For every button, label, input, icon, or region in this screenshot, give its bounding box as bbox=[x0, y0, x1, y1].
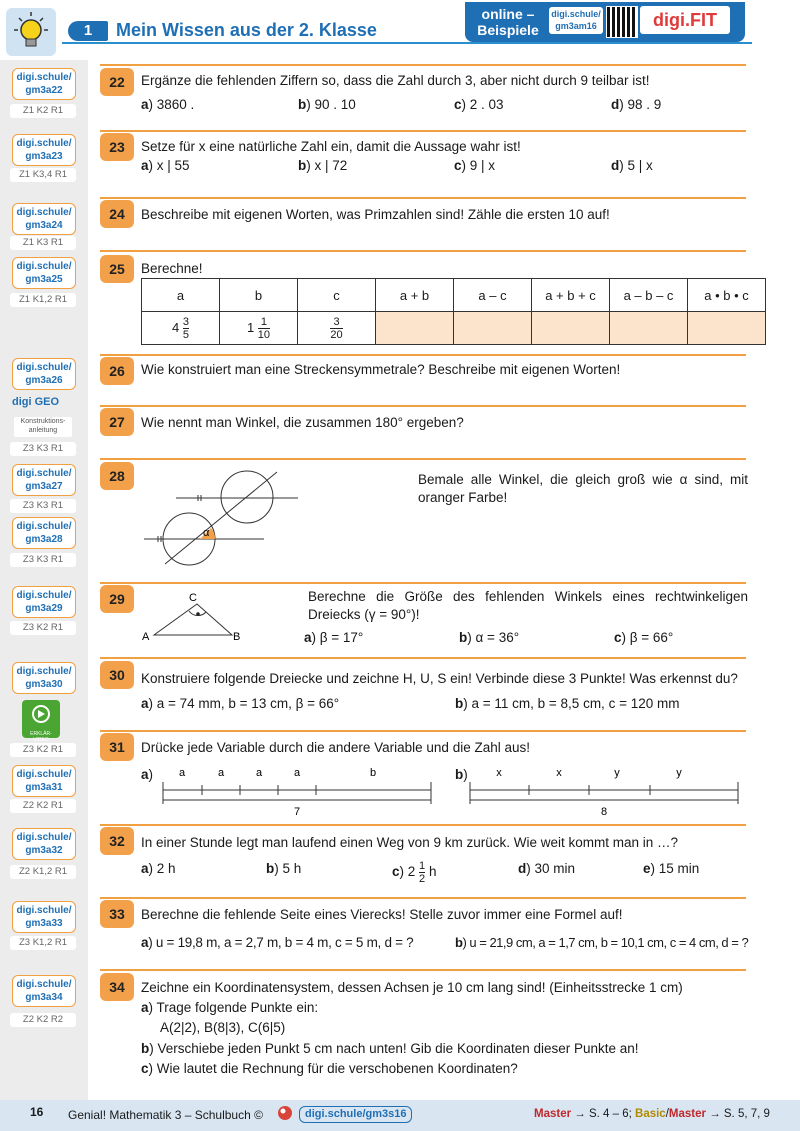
competence-ref-34: Z2 K2 R2 bbox=[10, 1013, 76, 1027]
task-22-item-c: c) 2 . 03 bbox=[454, 97, 504, 112]
task-23-rule bbox=[100, 130, 746, 132]
total-label: 7 bbox=[293, 806, 301, 818]
task-33-rule bbox=[100, 897, 746, 899]
number-line-b bbox=[467, 762, 742, 820]
competence-ref-23: Z1 K3,4 R1 bbox=[10, 168, 76, 182]
table-header: b bbox=[220, 279, 298, 312]
code-link-30[interactable]: digi.schule/ gm3a30 bbox=[12, 662, 76, 694]
segment-label: x bbox=[556, 767, 562, 779]
code-link-26[interactable]: digi.schule/ gm3a26 bbox=[12, 358, 76, 390]
number-line-a bbox=[160, 762, 435, 820]
answer-cell[interactable] bbox=[532, 312, 610, 345]
task-27-rule bbox=[100, 405, 746, 407]
task-23-item-b: b) x | 72 bbox=[298, 158, 348, 173]
task-34-item-a: a) Trage folgende Punkte ein: bbox=[141, 1000, 319, 1015]
competence-ref-33: Z3 K1,2 R1 bbox=[10, 936, 76, 950]
competence-ref-22: Z1 K2 R1 bbox=[10, 104, 76, 118]
task-30-text: Konstruiere folgende Dreiecke und zeichne H, U, S ein! Verbinde diese 3 Punkte! Was erkennst du? bbox=[141, 671, 738, 686]
task-30-item-b: b) a = 11 cm, b = 8,5 cm, c = 120 mm bbox=[455, 696, 680, 711]
code-link-22[interactable]: digi.schule/ gm3a22 bbox=[12, 68, 76, 100]
task-31-rule bbox=[100, 730, 746, 732]
task-34-text: Zeichne ein Koordinatensystem, dessen Achsen je 10 cm lang sind! (Einheitsstrecke 1 cm) bbox=[141, 980, 683, 995]
competence-ref-24: Z1 K3 R1 bbox=[10, 236, 76, 250]
online-code-link[interactable]: digi.schule/ gm3am16 bbox=[549, 7, 603, 34]
task-32-item-b: b) 5 h bbox=[266, 861, 302, 876]
task-28-number: 28 bbox=[100, 462, 134, 490]
segment-label: a bbox=[178, 767, 186, 779]
vertex-b: B bbox=[233, 631, 241, 643]
competence-ref-28: Z3 K3 R1 bbox=[10, 553, 76, 567]
task-33-number: 33 bbox=[100, 900, 134, 928]
task-22-item-d: d) 98 . 9 bbox=[611, 97, 662, 112]
task-23-number: 23 bbox=[100, 133, 134, 161]
task-33-item-a: a) u = 19,8 m, a = 2,7 m, b = 4 m, c = 5 m, d = ? bbox=[141, 935, 414, 950]
task-34-points: A(2|2), B(8|3), C(6|5) bbox=[160, 1020, 286, 1035]
task-22-rule bbox=[100, 64, 746, 66]
task-34-number: 34 bbox=[100, 973, 134, 1001]
task-32-item-c: c) 2 $\frac{1}{2}$ h bbox=[392, 860, 437, 885]
task-29-item-c: c) β = 66° bbox=[614, 630, 674, 645]
qr-code-icon bbox=[606, 6, 638, 38]
task-22-item-b: b) 90 . 10 bbox=[298, 97, 356, 112]
answer-cell[interactable] bbox=[454, 312, 532, 345]
play-icon bbox=[22, 700, 60, 726]
task-23-text: Setze für x eine natürliche Zahl ein, damit die Aussage wahr ist! bbox=[141, 139, 521, 154]
task-27-text: Wie nennt man Winkel, die zusammen 180° ergeben? bbox=[141, 415, 464, 430]
table-header: a + b + c bbox=[532, 279, 610, 312]
task-28-text: Bemale alle Winkel, die gleich groß wie α sind, mit oranger Farbe! bbox=[418, 472, 748, 505]
publisher-logo-icon bbox=[276, 1104, 294, 1122]
task-29-item-a: a) β = 17° bbox=[304, 630, 364, 645]
table-header: a bbox=[142, 279, 220, 312]
task-25-table bbox=[141, 278, 766, 345]
task-26-number: 26 bbox=[100, 357, 134, 385]
vertex-a: A bbox=[142, 631, 150, 643]
task-27-number: 27 bbox=[100, 408, 134, 436]
video-label: ERKLÄR- VIDEO bbox=[30, 731, 52, 743]
task-28-rule bbox=[100, 458, 746, 460]
total-label: 8 bbox=[600, 806, 608, 818]
table-header: a – c bbox=[454, 279, 532, 312]
code-link-28[interactable]: digi.schule/ gm3a28 bbox=[12, 517, 76, 549]
right-triangle-figure bbox=[140, 590, 245, 645]
code-link-25[interactable]: digi.schule/ gm3a25 bbox=[12, 257, 76, 289]
task-24-number: 24 bbox=[100, 200, 134, 228]
task-25-number: 25 bbox=[100, 255, 134, 283]
segment-label: a bbox=[217, 767, 225, 779]
segment-label: y bbox=[676, 767, 682, 779]
code-link-23[interactable]: digi.schule/ gm3a23 bbox=[12, 134, 76, 166]
task-29-text: Berechne die Größe des fehlenden Winkels eines rechtwinkeligen Dreiecks (γ = 90°)! bbox=[308, 589, 748, 622]
alpha-label: α bbox=[203, 527, 210, 539]
task-29-item-b: b) α = 36° bbox=[459, 630, 520, 645]
code-link-27[interactable]: digi.schule/ gm3a27 bbox=[12, 464, 76, 496]
code-link-29[interactable]: digi.schule/ gm3a29 bbox=[12, 586, 76, 618]
task-30-number: 30 bbox=[100, 661, 134, 689]
task-32-item-d: d) 30 min bbox=[518, 861, 576, 876]
task-32-text: In einer Stunde legt man laufend einen Weg von 9 km zurück. Wie weit kommt man in …? bbox=[141, 835, 679, 850]
answer-cell[interactable] bbox=[688, 312, 766, 345]
value-a: 4 $\frac{3}{5}$ bbox=[142, 312, 220, 345]
explain-video-button[interactable] bbox=[22, 700, 60, 743]
header-rule bbox=[62, 42, 752, 44]
task-34-item-b: b) Verschiebe jeden Punkt 5 cm nach unten! Gib die Koordinaten dieser Punkte an! bbox=[141, 1041, 639, 1056]
task-22-text: Ergänze die fehlenden Ziffern so, dass die Zahl durch 3, aber nicht durch 9 teilbar ist! bbox=[141, 73, 650, 88]
task-33-item-b: b) u = 21,9 cm, a = 1,7 cm, b = 10,1 cm, c = 4 cm, d = ? bbox=[455, 935, 749, 950]
task-26-text: Wie konstruiert man eine Streckensymmetrale? Beschreibe mit eigenen Worten! bbox=[141, 362, 621, 377]
footer-code-link[interactable]: digi.schule/gm3s16 bbox=[299, 1106, 412, 1123]
competence-ref-27: Z3 K3 R1 bbox=[10, 442, 76, 456]
segment-label: y bbox=[614, 767, 620, 779]
task-23-item-d: d) 5 | x bbox=[611, 158, 653, 173]
task-30-rule bbox=[100, 657, 746, 659]
chapter-title: Mein Wissen aus der 2. Klasse bbox=[116, 20, 377, 40]
task-22-number: 22 bbox=[100, 68, 134, 96]
task-34-item-c: c) Wie lautet die Rechnung für die verschobenen Koordinaten? bbox=[141, 1061, 518, 1076]
digi-geo-link[interactable]: digi GEO bbox=[12, 396, 60, 408]
competence-ref-29: Z3 K2 R1 bbox=[10, 621, 76, 635]
answer-cell[interactable] bbox=[376, 312, 454, 345]
table-header: a • b • c bbox=[688, 279, 766, 312]
competence-ref-27b: Z3 K3 R1 bbox=[10, 499, 76, 513]
code-link-33[interactable]: digi.schule/ gm3a33 bbox=[12, 901, 76, 933]
page-number: 16 bbox=[30, 1105, 44, 1119]
value-b: 1 $\frac{1}{10}$ bbox=[220, 312, 298, 345]
segment-label: b bbox=[369, 767, 377, 779]
task-31-text: Drücke jede Variable durch die andere Variable und die Zahl aus! bbox=[141, 740, 530, 755]
table-header: a + b bbox=[376, 279, 454, 312]
parallel-lines-figure bbox=[140, 464, 310, 574]
task-32-item-e: e) 15 min bbox=[643, 861, 700, 876]
segment-label: a bbox=[293, 767, 301, 779]
segment-label: x bbox=[496, 767, 502, 779]
code-link-32[interactable]: digi.schule/ gm3a32 bbox=[12, 828, 76, 860]
segment-label: a bbox=[255, 767, 263, 779]
competence-ref-31: Z2 K2 R1 bbox=[10, 799, 76, 813]
digifit-logo[interactable]: digi.FIT bbox=[640, 6, 730, 34]
competence-ref-25: Z1 K1,2 R1 bbox=[10, 293, 76, 307]
task-25-text: Berechne! bbox=[141, 261, 203, 276]
vertex-c: C bbox=[189, 592, 197, 604]
value-c: $\frac{3}{20}$ bbox=[298, 312, 376, 345]
task-23-item-a: a) x | 55 bbox=[141, 158, 190, 173]
task-29-rule bbox=[100, 582, 746, 584]
task-29-number: 29 bbox=[100, 585, 134, 613]
task-26-rule bbox=[100, 354, 746, 356]
table-header: c bbox=[298, 279, 376, 312]
code-link-24[interactable]: digi.schule/ gm3a24 bbox=[12, 203, 76, 235]
task-22-item-a: a) 3860 . bbox=[141, 97, 195, 112]
task-24-rule bbox=[100, 197, 746, 199]
cross-reference: Master → S. 4 – 6; Basic/Master → S. 5, 7, 9 bbox=[534, 1108, 770, 1120]
task-31-number: 31 bbox=[100, 733, 134, 761]
competence-ref-30: Z3 K2 R1 bbox=[10, 743, 76, 757]
task-25-rule bbox=[100, 250, 746, 252]
code-link-31[interactable]: digi.schule/ gm3a31 bbox=[12, 765, 76, 797]
online-examples-label: online – Beispiele bbox=[477, 6, 539, 38]
chapter-number: 1 bbox=[68, 21, 108, 41]
task-30-item-a: a) a = 74 mm, b = 13 cm, β = 66° bbox=[141, 696, 340, 711]
answer-cell[interactable] bbox=[610, 312, 688, 345]
task-33-text: Berechne die fehlende Seite eines Vierecks! Stelle zuvor immer eine Formel auf! bbox=[141, 907, 623, 922]
lightbulb-icon bbox=[6, 8, 56, 56]
table-header: a – b – c bbox=[610, 279, 688, 312]
task-32-item-a: a) 2 h bbox=[141, 861, 176, 876]
construction-guide-link[interactable]: Konstruktions- anleitung bbox=[14, 417, 72, 437]
task-32-rule bbox=[100, 824, 746, 826]
task-31-label-a: a) bbox=[141, 767, 154, 782]
task-34-rule bbox=[100, 969, 746, 971]
task-23-item-c: c) 9 | x bbox=[454, 158, 496, 173]
competence-ref-32: Z2 K1,2 R1 bbox=[10, 865, 76, 879]
task-31-label-b: b) bbox=[455, 767, 468, 782]
code-link-34[interactable]: digi.schule/ gm3a34 bbox=[12, 975, 76, 1007]
task-24-text: Beschreibe mit eigenen Worten, was Primzahlen sind! Zähle die ersten 10 auf! bbox=[141, 207, 610, 222]
task-32-number: 32 bbox=[100, 827, 134, 855]
book-title: Genial! Mathematik 3 – Schulbuch © bbox=[68, 1108, 263, 1122]
